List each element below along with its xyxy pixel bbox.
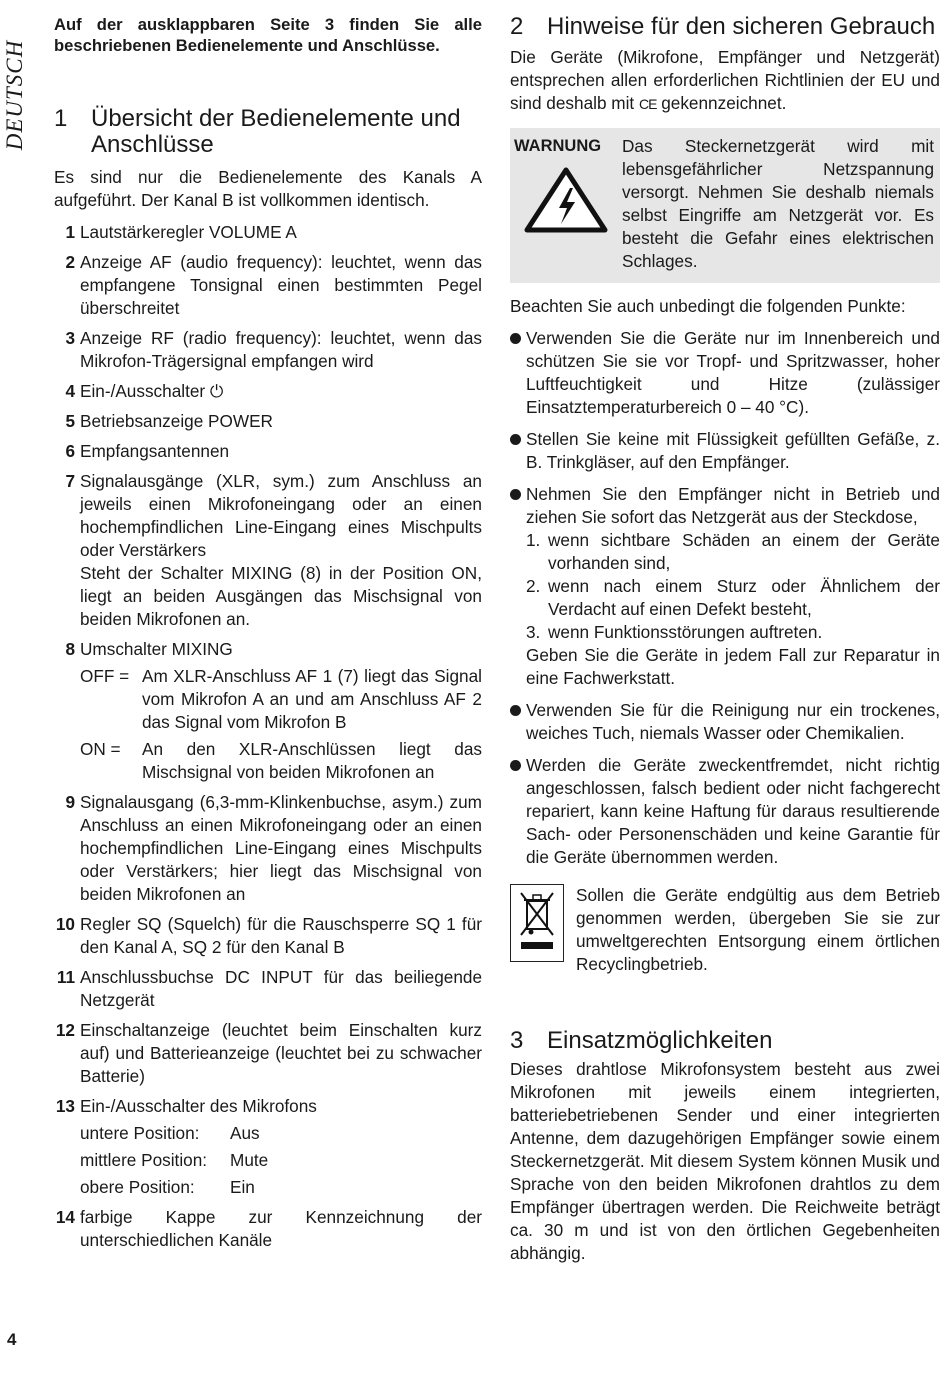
list-item: [510, 327, 940, 419]
item-text: farbige Kappe zur Kennzeichnung der unterschiedlichen Kanäle: [80, 1207, 482, 1250]
mixing-off-text: Am XLR-Anschluss AF 1 (7) liegt das Signal vom Mikrofon A an und am Anschluss AF 2 das Signal vom Mikrofon B: [142, 666, 482, 732]
item-number: 14: [55, 1207, 75, 1227]
mixing-on-row: [80, 738, 482, 784]
sub-item-text: wenn sichtbare Schäden an einem der Geräte vorhanden sind,: [548, 530, 940, 573]
item-text: Signalausgänge (XLR, sym.) zum Anschluss an jeweils einen Mikrofoneingang oder an einen hochempfindlichen Line-Eingang eines Mischpults oder Verstärkers: [80, 471, 482, 560]
mixing-off-row: [80, 665, 482, 734]
position-key: obere Position:: [80, 1177, 195, 1197]
section2-lead: [510, 46, 940, 116]
warning-text: Das Steckernetzgerät wird mit lebensgefährlicher Netzspannung versorgt. Nehmen Sie deshalb niemals selbst Eingriffe am Netzgerät vor. Es besteht die Gefahr eines elektrischen Schlages.: [622, 136, 934, 271]
item-number: 10: [55, 914, 75, 934]
left-column: [54, 14, 482, 1259]
section2-lead-b: gekennzeichnet.: [661, 93, 787, 113]
side-language-label: DEUTSCH: [2, 39, 27, 151]
item-number: 6: [65, 441, 75, 461]
list-item: [54, 913, 482, 959]
section2-lead-a: Die Geräte (Mikrofone, Empfänger und Netzgerät) entsprechen allen erforderlichen Richtlinien der EU und sind deshalb mit: [510, 47, 940, 113]
item-text: Anzeige AF (audio frequency): leuchtet, wenn das empfangene Tonsignal einen bestimmten Pegel überschreitet: [80, 252, 482, 318]
switch-position-row: [80, 1176, 482, 1199]
list-item: [54, 1206, 482, 1252]
item-text: Signalausgang (6,3-mm-Klinkenbuchse, asym.) zum Anschluss an einen Mikrofoneingang oder an einen hochempfindlichen Line-Eingang eines Mischpults oder Verstärkers; hier liegt das Mischsignal von beiden Mikrofonen an: [80, 792, 482, 904]
list-item: [54, 380, 482, 403]
mixing-off-key: OFF =: [80, 666, 130, 686]
sub-item-number: 2.: [526, 576, 541, 596]
ce-mark-icon: CE: [638, 96, 657, 112]
section1-number: 1: [54, 105, 68, 132]
position-value: Aus: [230, 1123, 260, 1143]
bullet-icon: [510, 754, 526, 869]
list-item: [54, 410, 482, 433]
item-extra-text: Steht der Schalter MIXING (8) in der Position ON, liegt an beiden Ausgängen das Mischsignal von beiden Mikrofonen an.: [80, 563, 482, 629]
item-number: 13: [55, 1096, 75, 1116]
mixing-on-text: An den XLR-Anschlüssen liegt das Mischsignal von beiden Mikrofonen an: [142, 739, 482, 782]
position-key: untere Position:: [80, 1123, 200, 1143]
list-item: [54, 1095, 482, 1199]
section3-heading: [510, 1028, 940, 1054]
item-number: 5: [65, 411, 75, 431]
item-text: Umschalter MIXING: [80, 639, 233, 659]
bullet-icon: [510, 483, 526, 690]
mixing-on-key: ON =: [80, 739, 121, 759]
item-number: 4: [65, 381, 75, 401]
sub-item: [526, 575, 940, 621]
list-item: [510, 483, 940, 690]
right-column: [510, 14, 940, 1265]
list-item: [54, 327, 482, 373]
bullet-text: Verwenden Sie für die Reinigung nur ein trockenes, weiches Tuch, niemals Wasser oder Chemikalien.: [526, 700, 940, 743]
item-text: Ein-/Ausschalter ⏻: [80, 381, 224, 401]
item-number: 11: [56, 967, 75, 987]
item-text: Ein-/Ausschalter des Mikrofons: [80, 1096, 317, 1116]
bullet-tail-text: Geben Sie die Geräte in jedem Fall zur Reparatur in eine Fachwerkstatt.: [526, 645, 940, 688]
position-value: Mute: [230, 1150, 269, 1170]
item-number: 9: [65, 792, 75, 812]
item-text: Anzeige RF (radio frequency): leuchtet, wenn das Mikrofon-Trägersignal empfangen wird: [80, 328, 482, 371]
item-number: 8: [65, 639, 75, 659]
points-intro: Beachten Sie auch unbedingt die folgenden Punkte:: [510, 296, 906, 316]
section1-heading: [54, 106, 482, 158]
section3-number: 3: [510, 1027, 524, 1054]
section2-title: Hinweise für den sicheren Gebrauch: [547, 13, 936, 40]
sub-item: [526, 621, 940, 644]
section3-title: Einsatzmöglichkeiten: [547, 1027, 773, 1054]
item-number: 2: [65, 252, 75, 272]
item-number: 7: [65, 471, 75, 491]
list-item: [54, 221, 482, 244]
recycling-notice: [510, 884, 940, 976]
item-number: 3: [65, 328, 75, 348]
bullet-text: Nehmen Sie den Empfänger nicht in Betrieb und ziehen Sie sofort das Netzgerät aus der Steckdose,: [526, 484, 940, 527]
item-text: Lautstärkeregler VOLUME A: [80, 222, 297, 242]
bullet-text: Werden die Geräte zweckentfremdet, nicht richtig angeschlossen, falsch bedient oder nicht fachgerecht repariert, kann keine Haftung für daraus resultierende Sach- oder Personenschäden und keine Garantie für die Geräte übernommen werden.: [526, 755, 940, 867]
item-text: Empfangsantennen: [80, 441, 230, 461]
item-number: 12: [55, 1020, 75, 1040]
page-number: 4: [7, 1330, 17, 1349]
crossed-bin-icon: [510, 884, 564, 962]
defect-conditions-list: [526, 529, 940, 644]
switch-position-row: [80, 1149, 482, 1172]
item-text: Anschlussbuchse DC INPUT für das beiliegende Netzgerät: [80, 967, 482, 1010]
warning-box: [510, 128, 940, 283]
sub-item: [526, 529, 940, 575]
sub-item-number: 1.: [526, 530, 541, 550]
sub-item-text: wenn Funktionsstörungen auftreten.: [548, 622, 823, 642]
section3-text: Dieses drahtlose Mikrofonsystem besteht aus zwei Mikrofonen mit jeweils einem integrierten, batteriebetriebenen Sender und einer integrierten Antenne, dem dazugehörigen Empfänger sowie einem Steckernetzgerät. Mit diesem System können Musik und Sprache von den beiden Mikrofonen drahtlos zu dem Empfänger übertragen werden. Die Reichweite beträgt ca. 30 m und ist von den örtlichen Gegebenheiten abhängig.: [510, 1059, 940, 1263]
switch-position-row: [80, 1122, 482, 1145]
bullet-icon: [510, 699, 526, 745]
list-item: [54, 638, 482, 784]
position-value: Ein: [230, 1177, 255, 1197]
warning-label: WARNUNG: [514, 137, 602, 155]
list-item: [54, 791, 482, 906]
bullet-text: Verwenden Sie die Geräte nur im Innenbereich und schützen Sie sie vor Tropf- und Spritzwasser, hoher Luftfeuchtigkeit und Hitze (zulässiger Einsatztemperaturbereich 0 – 40 °C).: [526, 328, 940, 417]
section2-heading: [510, 14, 940, 40]
list-item: [54, 251, 482, 320]
section1-title: Übersicht der Bedienelemente und Anschlüsse: [91, 105, 461, 158]
section1-lead: Es sind nur die Bedienelemente des Kanals A aufgeführt. Der Kanal B ist vollkommen identisch.: [54, 167, 482, 210]
list-item: [510, 754, 940, 869]
list-item: [510, 699, 940, 745]
recycling-text: Sollen die Geräte endgültig aus dem Betrieb genommen werden, übergeben Sie sie zur umweltgerechten Entsorgung einem örtlichen Recyclingbetrieb.: [576, 885, 940, 974]
high-voltage-warning-icon: [523, 166, 609, 234]
bullet-icon: [510, 327, 526, 419]
list-item: [54, 470, 482, 631]
list-item: [510, 428, 940, 474]
item-text: Einschaltanzeige (leuchtet beim Einschalten kurz auf) und Batterieanzeige (leuchtet bei zu schwacher Batterie): [80, 1020, 482, 1086]
sub-item-text: wenn nach einem Sturz oder Ähnlichem der Verdacht auf einen Defekt besteht,: [548, 576, 940, 619]
position-key: mittlere Position:: [80, 1150, 208, 1170]
section2-number: 2: [510, 13, 524, 40]
list-item: [54, 440, 482, 463]
item-text: Regler SQ (Squelch) für die Rauschsperre SQ 1 für den Kanal A, SQ 2 für den Kanal B: [80, 914, 482, 957]
item-text: Betriebsanzeige POWER: [80, 411, 273, 431]
list-item: [54, 966, 482, 1012]
sub-item-number: 3.: [526, 622, 541, 642]
intro-text: Auf der ausklappbaren Seite 3 finden Sie alle beschriebenen Bedienelemente und Anschlüsse.: [54, 15, 482, 55]
bullet-icon: [510, 428, 526, 474]
bullet-text: Stellen Sie keine mit Flüssigkeit gefüllten Gefäße, z. B. Trinkgläser, auf den Empfänger.: [526, 429, 940, 472]
controls-list: [54, 221, 482, 1252]
item-number: 1: [65, 222, 75, 242]
list-item: [54, 1019, 482, 1088]
